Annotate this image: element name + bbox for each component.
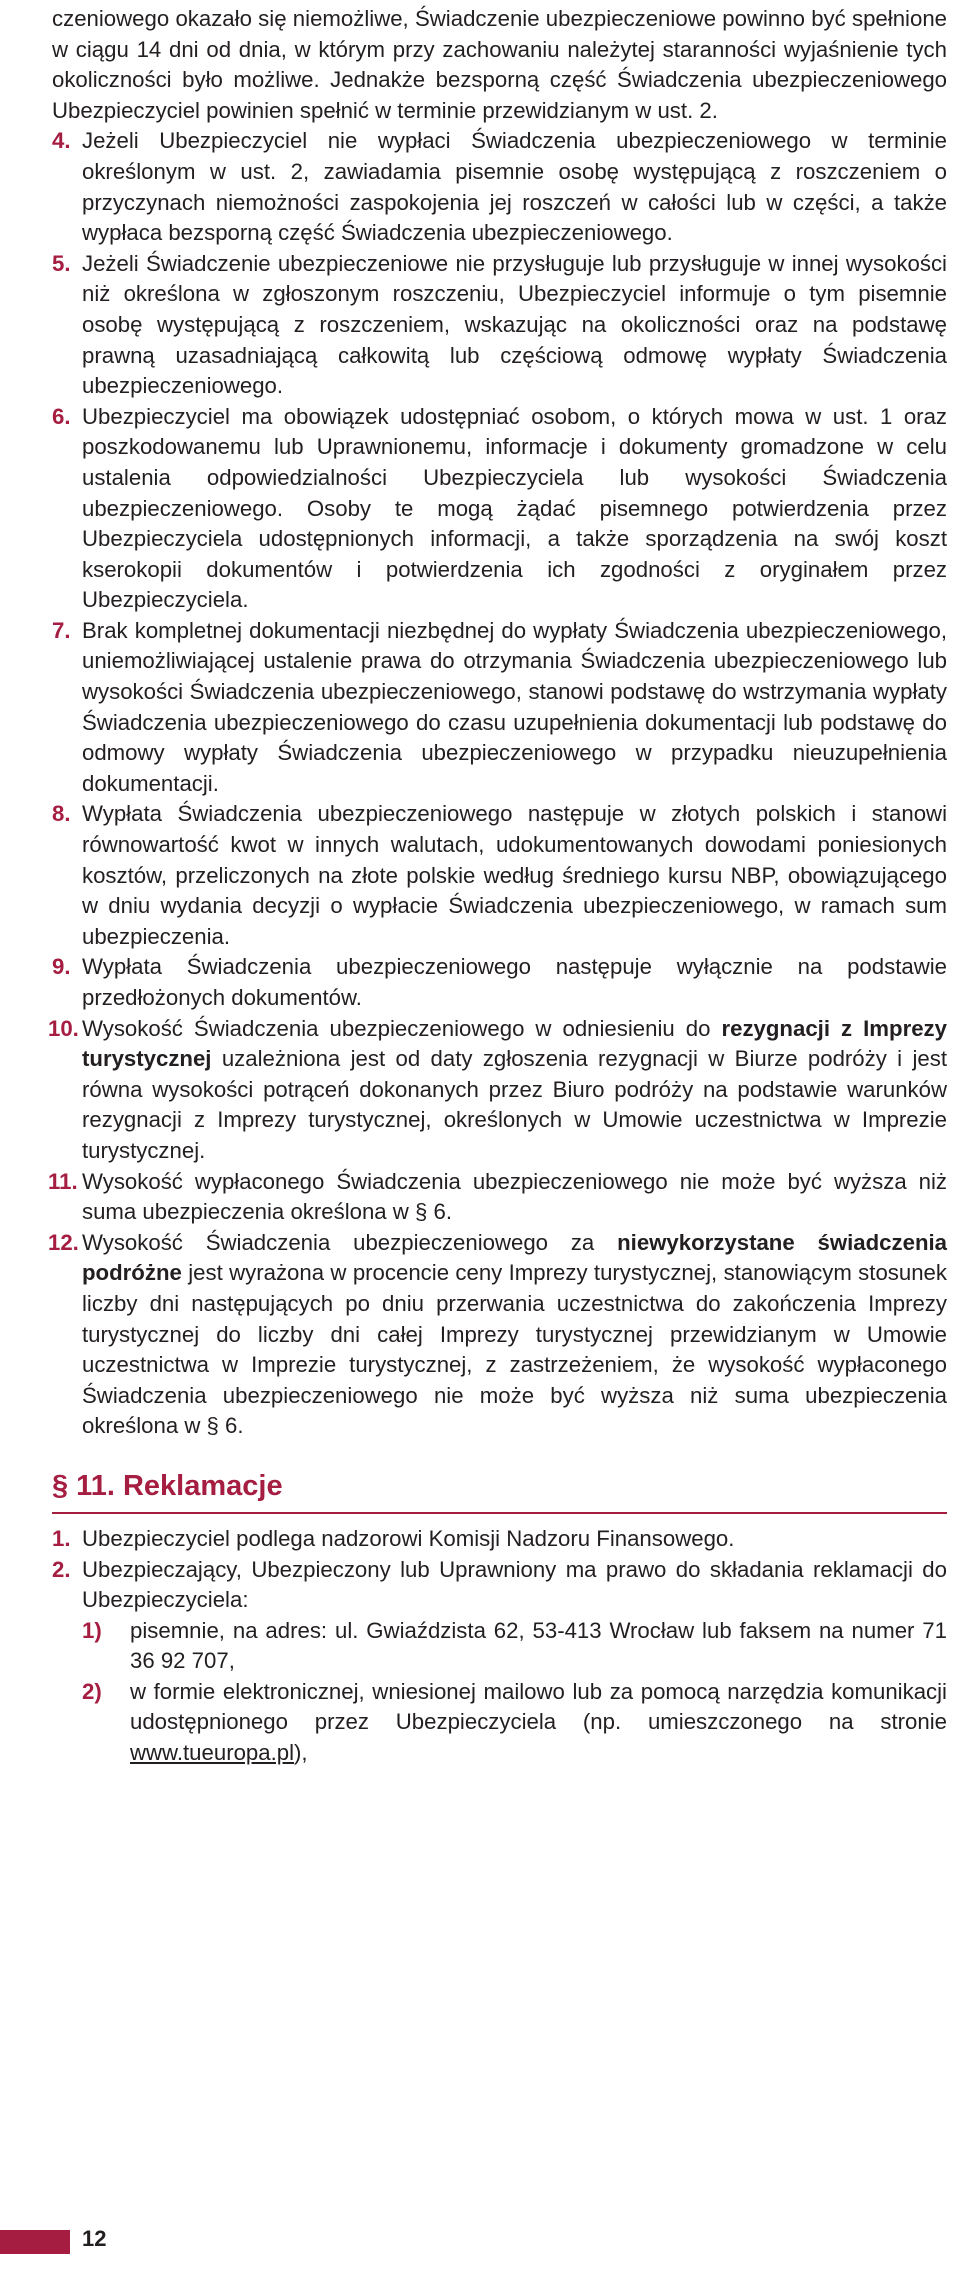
list-item-10 — [48, 1014, 947, 1167]
item-number: 7. — [52, 617, 71, 643]
sub-item-text-start: w formie elektronicznej, wniesionej mailowo lub za pomocą narzędzia komunikacji udostępnionego przez Ubezpieczyciela (np. umieszczonego na stronie — [130, 1678, 947, 1735]
item-text-end: uzależniona jest od daty zgłoszenia rezygnacji w Biurze podróży i jest równa wysokości potrąceń dokonanych przez Biuro podróży na podstawie warunków rezygnacji z Imprezy turystycznej, określonych w Umowie uczestnictwa w Imprezie turystycznej. — [82, 1046, 947, 1163]
item-number: 6. — [52, 403, 71, 429]
item-text: Jeżeli Świadczenie ubezpieczeniowe nie przysługuje lub przysługuje w innej wysokości niż określona w zgłoszonym roszczeniu, Ubezpieczyciel informuje o tym pisemnie osobę występującą z roszczeniem, wskazując na okoliczności oraz na podstawę prawną uzasadniającą całkowitą lub częściową odmowę wypłaty Świadczenia ubezpieczeniowego. — [82, 250, 947, 399]
item-text-end: jest wyrażona w procencie ceny Imprezy turystycznej, stanowiącym stosunek liczby dni następujących po dniu przerwania uczestnictwa do zakończenia Imprezy turystycznej do liczby dni całej Imprezy turystycznej przewidzianym w Umowie uczestnictwa w Imprezie turystycznej, z zastrzeżeniem, że wysokość wypłaconego Świadczenia ubezpieczeniowego nie może być wyższa niż suma ubezpieczenia określona w § 6. — [82, 1260, 947, 1439]
intro-paragraph: czeniowego okazało się niemożliwe, Świadczenie ubezpieczeniowe powinno być spełnione w ciągu 14 dni od dnia, w którym przy zachowaniu należytej staranności wyjaśnienie tych okoliczności było możliwe. Jednakże bezsporną część Świadczenia ubezpieczeniowego Ubezpieczyciel powinien spełnić w terminie przewidzianym w ust. 2. — [52, 6, 947, 123]
item-text: Wypłata Świadczenia ubezpieczeniowego następuje w złotych polskich i stanowi równowartość kwot w innych walutach, udokumentowanych dowodami poniesionych kosztów, przeliczonych na złote polskie według średniego kursu NBP, obowiązującego w dniu wydania decyzji o wypłacie Świadczenia ubezpieczeniowego, w ramach sum ubezpieczenia. — [82, 801, 947, 949]
numbered-list — [48, 126, 947, 1442]
sub-item-text: pisemnie, na adres: ul. Gwiaździsta 62, 53-413 Wrocław lub faksem na numer 71 36 92 707, — [130, 1617, 947, 1674]
page-number-bar — [0, 2230, 70, 2254]
item-number: 10. — [48, 1015, 79, 1041]
list-item-7 — [52, 616, 947, 800]
item-text-start: Wysokość Świadczenia ubezpieczeniowego za — [82, 1229, 618, 1255]
sub-item-number: 2) — [82, 1678, 102, 1704]
list-item-4 — [52, 126, 947, 248]
sub-item-text-end: ), — [294, 1740, 308, 1766]
item-text: Ubezpieczyciel podlega nadzorowi Komisji Nadzoru Finansowego. — [82, 1525, 735, 1551]
item-text: Wysokość wypłaconego Świadczenia ubezpieczeniowego nie może być wyższa niż suma ubezpieczenia określona w § 6. — [82, 1168, 947, 1225]
page-number: 12 — [82, 2226, 107, 2251]
item-text: Brak kompletnej dokumentacji niezbędnej do wypłaty Świadczenia ubezpieczeniowego, uniemożliwiającej ustalenie prawa do otrzymania Świadczenia ubezpieczeniowego lub wysokości Świadczenia ubezpieczeniowego, stanowi podstawę do wstrzymania wypłaty Świadczenia ubezpieczeniowego do czasu uzupełnienia dokumentacji lub podstawę do odmowy wypłaty Świadczenia ubezpieczeniowego w przypadku nieuzupełnienia dokumentacji. — [82, 617, 947, 796]
list-item-9 — [52, 952, 947, 1013]
item-text: Jeżeli Ubezpieczyciel nie wypłaci Świadczenia ubezpieczeniowego w terminie określonym w ust. 2, zawiadamia pisemnie osobę występującą z roszczeniem o przyczynach niemożności zaspokojenia jej roszczeń w całości lub w części, a także wypłaca bezsporną część Świadczenia ubezpieczeniowego. — [82, 128, 947, 246]
item-number: 2. — [52, 1556, 71, 1582]
sub-item-text — [82, 1677, 947, 1769]
item-text — [52, 1014, 947, 1167]
item-text: Ubezpieczyciel ma obowiązek udostępniać osobom, o których mowa w ust. 1 oraz poszkodowanemu lub Uprawnionemu, informacje i dokumenty gromadzone w celu ustalenia odpowiedzialności Ubezpieczyciela lub wysokości Świadczenia ubezpieczeniowego. Osoby te mogą żądać pisemnego potwierdzenia przez Ubezpieczyciela udostępnionych informacji, a także sporządzenia na swój koszt kserokopii dokumentów i potwierdzenia ich zgodności z oryginałem przez Ubezpieczyciela. — [82, 403, 947, 613]
item-text-bold: rezygnacji z Imprezy turystycznej — [82, 1015, 947, 1072]
item-number: 4. — [52, 128, 71, 154]
list-item-6 — [52, 402, 947, 616]
list-item-11 — [48, 1167, 947, 1228]
item-number: 11. — [48, 1168, 78, 1194]
item-text-bold: niewykorzystane świadczenia podróżne — [82, 1229, 947, 1286]
section-list — [52, 1524, 947, 1769]
website-link[interactable]: www.tueuropa.pl — [130, 1740, 295, 1766]
item-text — [52, 1228, 947, 1442]
item-number: 8. — [52, 801, 71, 827]
sub-item-number: 1) — [82, 1617, 102, 1643]
list-item-12 — [48, 1228, 947, 1442]
item-text: Wypłata Świadczenia ubezpieczeniowego następuje wyłącznie na podstawie przedłożonych dokumentów. — [82, 954, 947, 1010]
item-number: 12. — [48, 1229, 79, 1255]
section-heading: § 11. Reklamacje — [52, 1469, 283, 1502]
item-number: 5. — [52, 250, 71, 276]
section-item-2 — [52, 1555, 947, 1616]
page-content — [48, 0, 947, 1769]
list-item-5 — [52, 249, 947, 402]
sub-item-2 — [82, 1677, 947, 1769]
item-number: 1. — [52, 1525, 71, 1551]
item-number: 9. — [52, 954, 71, 980]
item-text-start: Wysokość Świadczenia ubezpieczeniowego w odniesieniu do — [82, 1015, 722, 1041]
sub-item-1 — [82, 1616, 947, 1677]
item-text: Ubezpieczający, Ubezpieczony lub Uprawniony ma prawo do składania reklamacji do Ubezpieczyciela: — [82, 1556, 947, 1613]
list-item-8 — [52, 799, 947, 952]
section-item-1 — [52, 1524, 947, 1555]
sub-list — [52, 1616, 947, 1769]
